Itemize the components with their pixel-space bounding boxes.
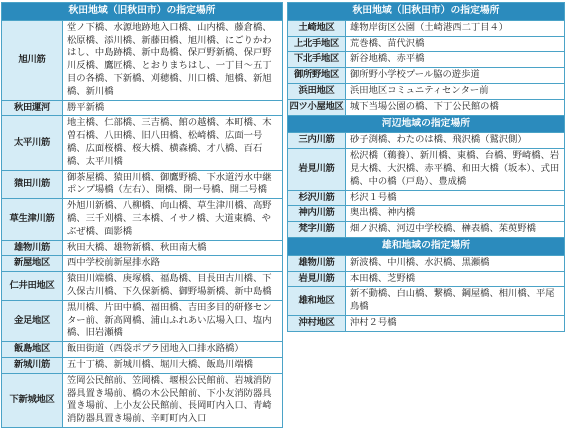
table-row — [2, 300, 283, 341]
area-name: 御所野地区 — [288, 68, 346, 84]
area-places: 本田橋、芝野橋 — [346, 271, 565, 287]
area-name: 金足地区 — [2, 300, 63, 341]
area-places: 飯田街道（西袋ポプラ団地入口排水路橋） — [63, 342, 283, 358]
area-name: 下北手地区 — [288, 52, 346, 68]
area-places: 堂ノ下橋、水源地跡地入口橋、山内橋、藤倉橋、松原橋、添川橋、新藤田橋、旭川橋、にごりかわはし、中島跡橋、新中島橋、保戸野新橋、保戸野川反橋、鷹匠橋、とおりまちはし、一丁目～五丁目の各橋、下新橋、刈穂橋、川口橋、旭橋、新旭橋、新川橋 — [63, 20, 283, 100]
area-places: 沖村２号橋 — [346, 315, 565, 331]
area-name: 土崎地区 — [288, 20, 346, 36]
table-row — [2, 342, 283, 358]
kawabe-section-header: 河辺地域の指定場所 — [288, 115, 565, 133]
table-row — [288, 287, 565, 316]
area-name: 新屋地区 — [2, 256, 63, 272]
table-row — [288, 271, 565, 287]
area-name: 杉沢川筋 — [288, 190, 346, 206]
table-row — [2, 20, 283, 100]
table-row — [288, 190, 565, 206]
akita-section-header: 秋田地域（旧秋田市）の指定場所 — [288, 3, 565, 21]
area-name: 雄物川筋 — [288, 255, 346, 271]
table-row — [2, 170, 283, 199]
area-places: 松沢橋（鵜養）、新川橋、東橋、台橋、野崎橋、岩見大橋、大沢橋、赤平橋、和田大橋（坂本）、式田橋、中の橋（戸島）、豊成橋 — [346, 149, 565, 190]
area-name: 猿田川筋 — [2, 170, 63, 199]
area-places: 五十丁橋、新城川橋、堀川大橋、飯島川端橋 — [63, 357, 283, 373]
area-places: 勝平新橋 — [63, 100, 283, 116]
table-row — [2, 373, 283, 427]
area-name: 神内川筋 — [288, 206, 346, 222]
area-places: 城下当場公園の橋、下丁公民館の橋 — [346, 99, 565, 115]
area-places: 杉沢１号橋 — [346, 190, 565, 206]
area-places: 奥出橋、神内橋 — [346, 206, 565, 222]
table-row — [288, 36, 565, 52]
area-places: 雄物岸街区公園（土崎港西二丁目４） — [346, 20, 565, 36]
area-name: 飯島地区 — [2, 342, 63, 358]
area-name: 沖村地区 — [288, 315, 346, 331]
table-row — [288, 206, 565, 222]
area-places: 笠岡公民館前、笠岡橋、堰根公民館前、岩城消防器具置き場前、橋の木公民館前、下小友消防器具置き場前、上小友公民館前、長岡町内入口、青崎消防器具置き場前、辛町町内入口 — [63, 373, 283, 427]
yuwa-section-header: 雄和地域の指定場所 — [288, 237, 565, 255]
area-name: 四ツ小屋地区 — [288, 99, 346, 115]
area-name: 雄和地区 — [288, 287, 346, 316]
area-places: 地主橋、仁部橋、三吉橋、館の越橋、本町橋、木曽石橋、八田橋、旧八田橋、松崎橋、広面一号橋、広面桜橋、桜大橋、横森橋、才八橋、百石橋、太平川橋 — [63, 116, 283, 170]
right-designated-places-table — [287, 2, 565, 332]
area-places: 浜田地区コミュニティセンター前 — [346, 83, 565, 99]
area-places: 畑ノ沢橋、河辺中学校橋、榊表橋、茱萸野橋 — [346, 222, 565, 238]
table-row — [288, 52, 565, 68]
area-places: 外旭川新橋、八柳橋、向山橋、草生津川橋、高野橋、三千刈橋、三本橋、イサノ橋、大道東橋、やぶぜ橋、面影橋 — [63, 199, 283, 240]
area-places: 御所野小学校プール脇の遊歩道 — [346, 68, 565, 84]
area-places: 御茶屋橋、猿田川橋、御鷹野橋、下水道汚水中継ポンプ場橋（左右）、開橋、開一号橋、開二号橋 — [63, 170, 283, 199]
area-places: 荒巻橋、苗代沢橋 — [346, 36, 565, 52]
table-row — [288, 68, 565, 84]
table-row — [2, 116, 283, 170]
area-name: 岩見川筋 — [288, 271, 346, 287]
area-places: 猿田川端橋、庚塚橋、福島橋、目長田古川橋、下久保古川橋、下久保新橋、御野場新橋、新中島橋 — [63, 272, 283, 301]
area-places: 新波橋、中川橋、水沢橋、黒瀬橋 — [346, 255, 565, 271]
area-places: 黒川橋、片田中橋、福田橋、吉田多目的研修センター前、新高岡橋、浦山ふれあい広場入口、塩内橋、旧岩瀬橋 — [63, 300, 283, 341]
area-name: 旭川筋 — [2, 20, 63, 100]
area-name: 岩見川筋 — [288, 149, 346, 190]
area-places: 砂子渕橋、わたのは橋、飛沢橋（鷲沢側） — [346, 133, 565, 149]
table-row — [2, 199, 283, 240]
area-name: 梵字川筋 — [288, 222, 346, 238]
table-row — [288, 222, 565, 238]
area-places: 新不動橋、白山橋、繋橋、鋼屋橋、相川橋、平尾鳥橋 — [346, 287, 565, 316]
left-designated-places-table — [1, 2, 283, 428]
table-row — [288, 83, 565, 99]
area-places: 新谷地橋、赤平橋 — [346, 52, 565, 68]
area-name: 上北手地区 — [288, 36, 346, 52]
table-row — [288, 149, 565, 190]
area-name: 下新城地区 — [2, 373, 63, 427]
area-name: 草生津川筋 — [2, 199, 63, 240]
table-row — [288, 99, 565, 115]
area-name: 三内川筋 — [288, 133, 346, 149]
table-row — [2, 240, 283, 256]
area-places: 西中学校前新屋排水路 — [63, 256, 283, 272]
table-row — [2, 357, 283, 373]
table-row — [288, 20, 565, 36]
table-row — [2, 272, 283, 301]
left-table-header: 秋田地域（旧秋田市）の指定場所 — [2, 3, 283, 21]
table-row — [288, 315, 565, 331]
area-name: 秋田運河 — [2, 100, 63, 116]
area-name: 太平川筋 — [2, 116, 63, 170]
table-row — [2, 256, 283, 272]
table-row — [2, 100, 283, 116]
area-name: 新城川筋 — [2, 357, 63, 373]
table-row — [288, 255, 565, 271]
area-places: 秋田大橋、雄物新橋、秋田南大橋 — [63, 240, 283, 256]
area-name: 浜田地区 — [288, 83, 346, 99]
area-name: 仁井田地区 — [2, 272, 63, 301]
table-row — [288, 133, 565, 149]
area-name: 雄物川筋 — [2, 240, 63, 256]
